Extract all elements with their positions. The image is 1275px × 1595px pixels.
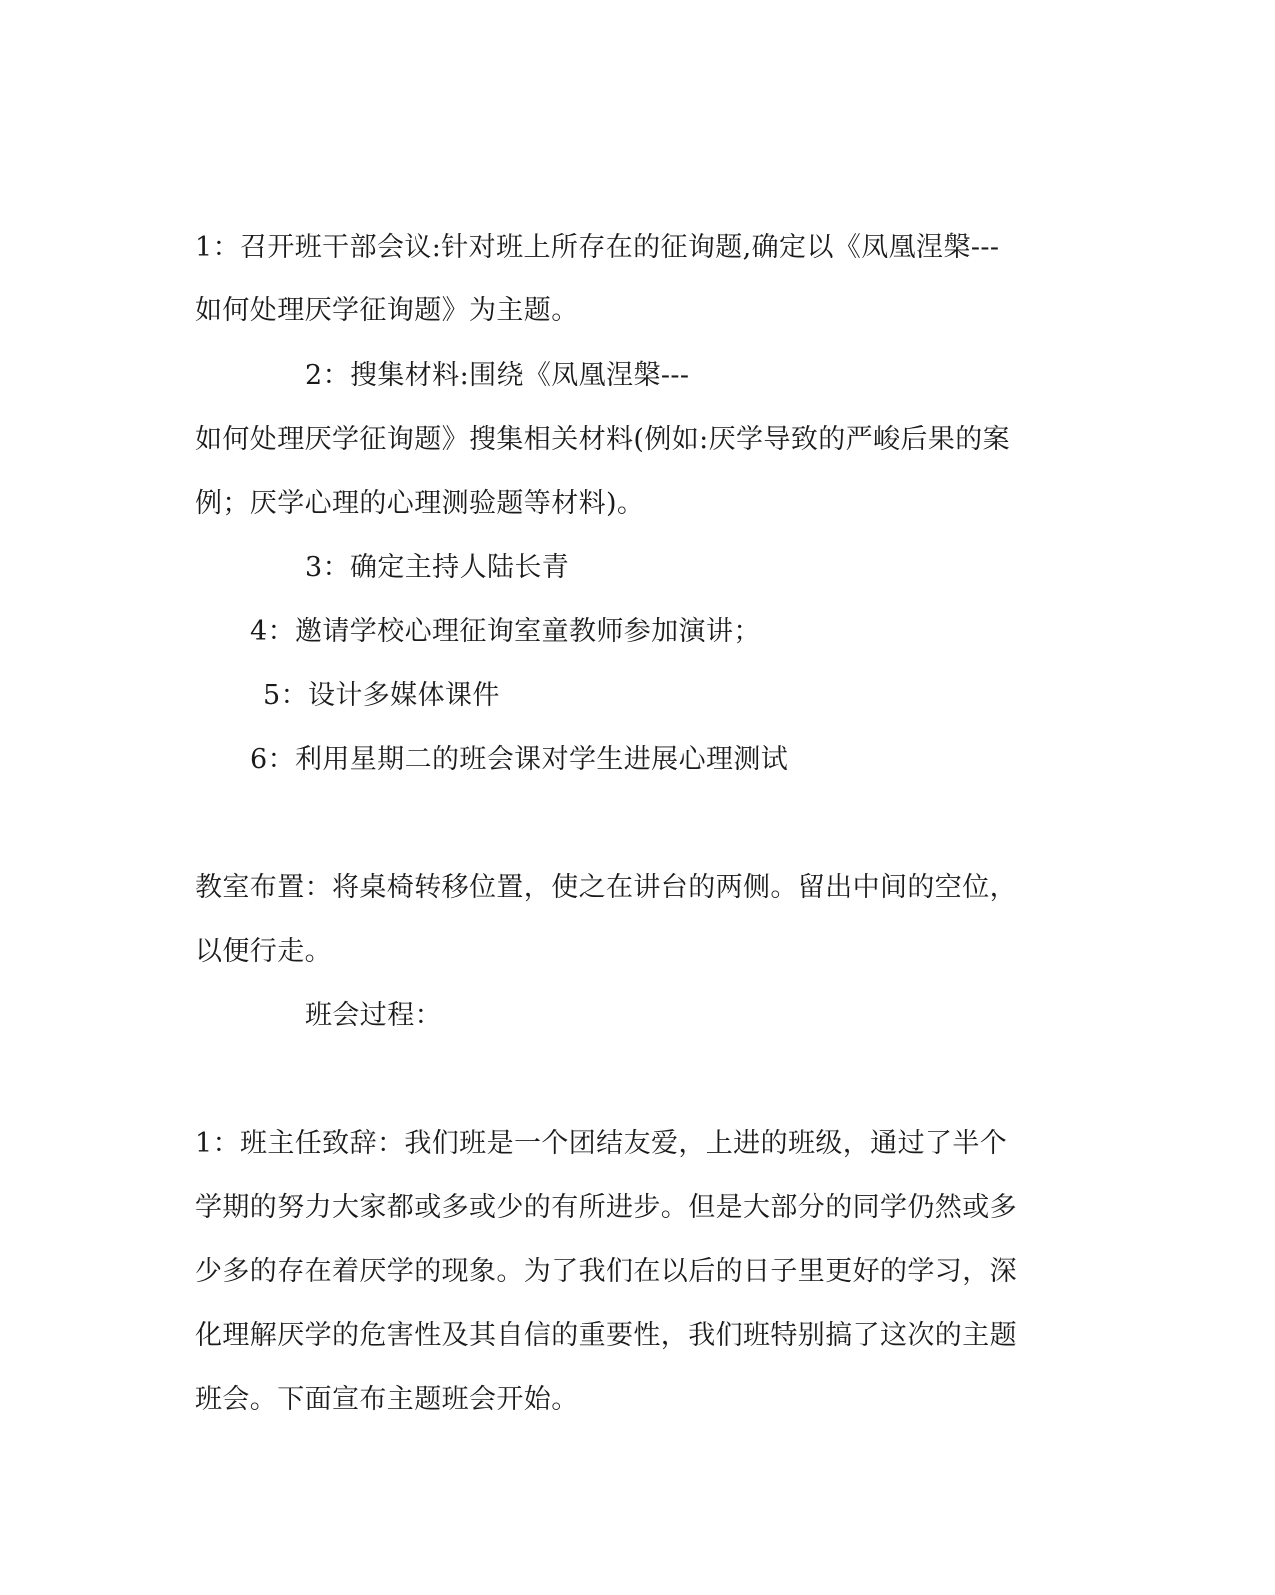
- section-heading-meeting-process: 班会过程：: [305, 1000, 442, 1031]
- prep-step-2-line-2: 如何处理厌学征询题》搜集相关材料(例如:厌学导致的严峻后果的案: [195, 424, 1011, 455]
- speech-line-2: 学期的努力大家都或多或少的有所进步。但是大部分的同学仍然或多: [195, 1192, 1017, 1223]
- speech-line-1: 1：班主任致辞：我们班是一个团结友爱，上进的班级，通过了半个: [195, 1128, 1008, 1159]
- prep-step-5: 5：设计多媒体课件: [263, 680, 500, 711]
- prep-step-1-line-2: 如何处理厌学征询题》为主题。: [195, 295, 579, 326]
- prep-step-6: 6：利用星期二的班会课对学生进展心理测试: [250, 744, 789, 775]
- classroom-layout-line-1: 教室布置：将桌椅转移位置，使之在讲台的两侧。留出中间的空位，: [195, 872, 1017, 903]
- classroom-layout-line-2: 以便行走。: [195, 936, 332, 967]
- speech-line-4: 化理解厌学的危害性及其自信的重要性，我们班特别搞了这次的主题: [195, 1320, 1017, 1351]
- prep-step-4: 4：邀请学校心理征询室童教师参加演讲；: [250, 616, 761, 647]
- speech-line-3: 少多的存在着厌学的现象。为了我们在以后的日子里更好的学习，深: [195, 1256, 1017, 1287]
- prep-step-2-line-3: 例；厌学心理的心理测验题等材料)。: [195, 488, 645, 519]
- prep-step-1-line-1: 1：召开班干部会议:针对班上所存在的征询题,确定以《凤凰涅槃---: [195, 232, 1000, 263]
- prep-step-2-line-1: 2：搜集材料:围绕《凤凰涅槃---: [305, 360, 690, 391]
- speech-line-5: 班会。下面宣布主题班会开始。: [195, 1384, 579, 1415]
- prep-step-3: 3：确定主持人陆长青: [305, 552, 570, 583]
